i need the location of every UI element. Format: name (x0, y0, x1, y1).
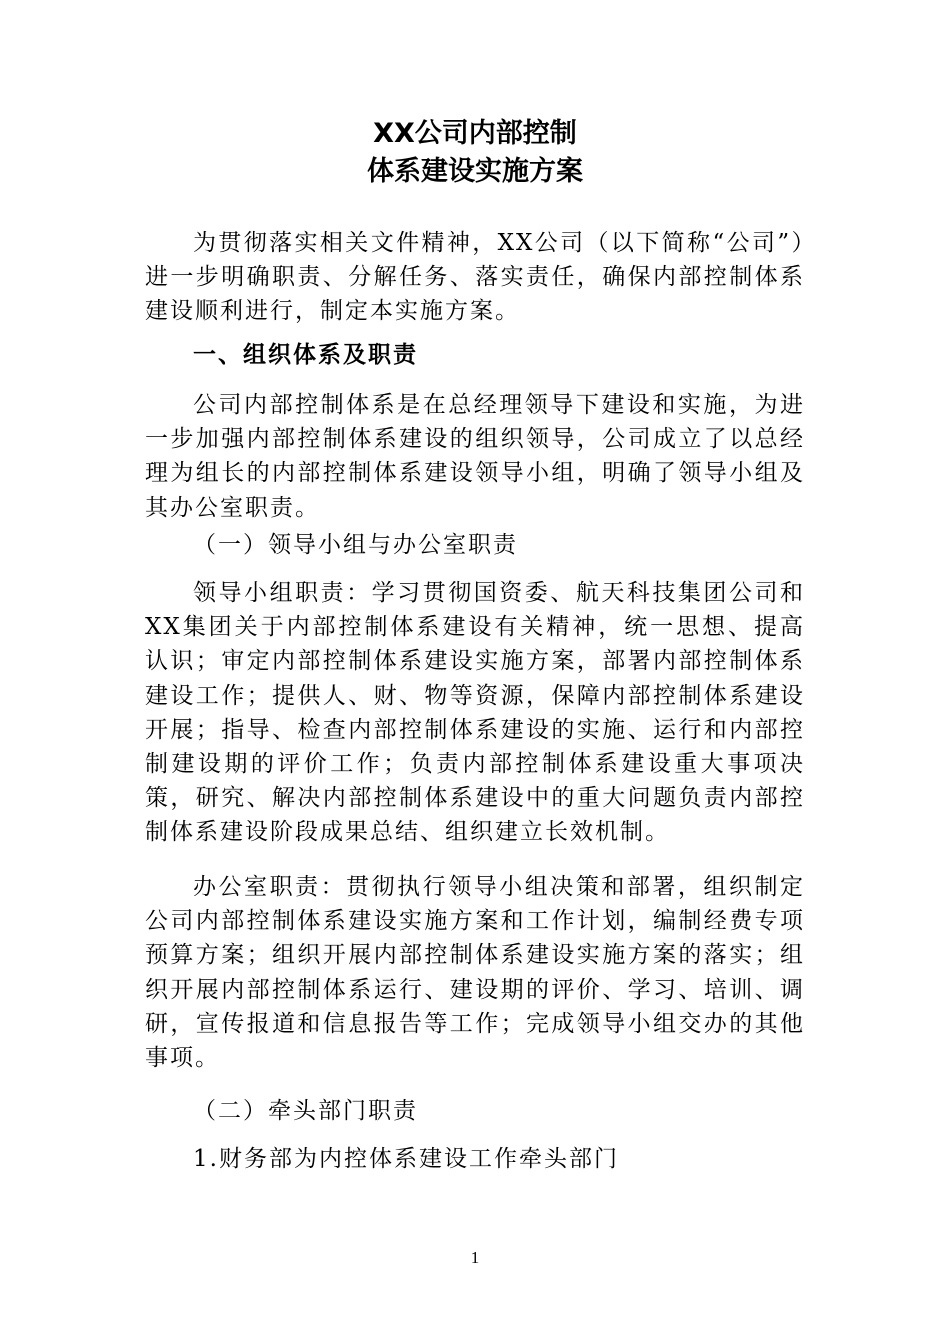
subsection1-heading: （一）领导小组与办公室职责 (193, 532, 518, 558)
list-item-1: 1.财务部为内控体系建设工作牵头部门 (193, 1146, 619, 1172)
leader-group-duties-paragraph: 领导小组职责：学习贯彻国资委、航天科技集团公司和XX集团关于内部控制体系建设有关精神，统一思想、提高认识；审定内部控制体系建设实施方案，部署内部控制体系建设工作；提供人、财、物等资源，保障内部控制体系建设开展；指导、检查内部控制体系建设的实施、运行和内部控制建设期的评价工作；负责内部控制体系建设重大事项决策，研究、解决内部控制体系建设中的重大问题负责内部控制体系建设阶段成果总结、组织建立长效机制。 (145, 580, 805, 846)
document-title-line1: XX公司内部控制 (373, 118, 577, 149)
document-title-line2: 体系建设实施方案 (367, 156, 583, 187)
section1-heading: 一、组织体系及职责 (193, 342, 418, 368)
intro-paragraph: 为贯彻落实相关文件精神，XX公司（以下简称“公司”）进一步明确职责、分解任务、落实责任，确保内部控制体系建设顺利进行，制定本实施方案。 (145, 230, 805, 325)
section1-paragraph: 公司内部控制体系是在总经理领导下建设和实施，为进一步加强内部控制体系建设的组织领导，公司成立了以总经理为组长的内部控制体系建设领导小组，明确了领导小组及其办公室职责。 (145, 392, 805, 521)
page-number: 1 (470, 1248, 480, 1267)
office-duties-paragraph: 办公室职责：贯彻执行领导小组决策和部署，组织制定公司内部控制体系建设实施方案和工作计划，编制经费专项预算方案；组织开展内部控制体系建设实施方案的落实；组织开展内部控制体系运行、建设期的评价、学习、培训、调研，宣传报道和信息报告等工作；完成领导小组交办的其他事项。 (145, 874, 805, 1072)
subsection2-heading: （二）牵头部门职责 (193, 1098, 418, 1124)
